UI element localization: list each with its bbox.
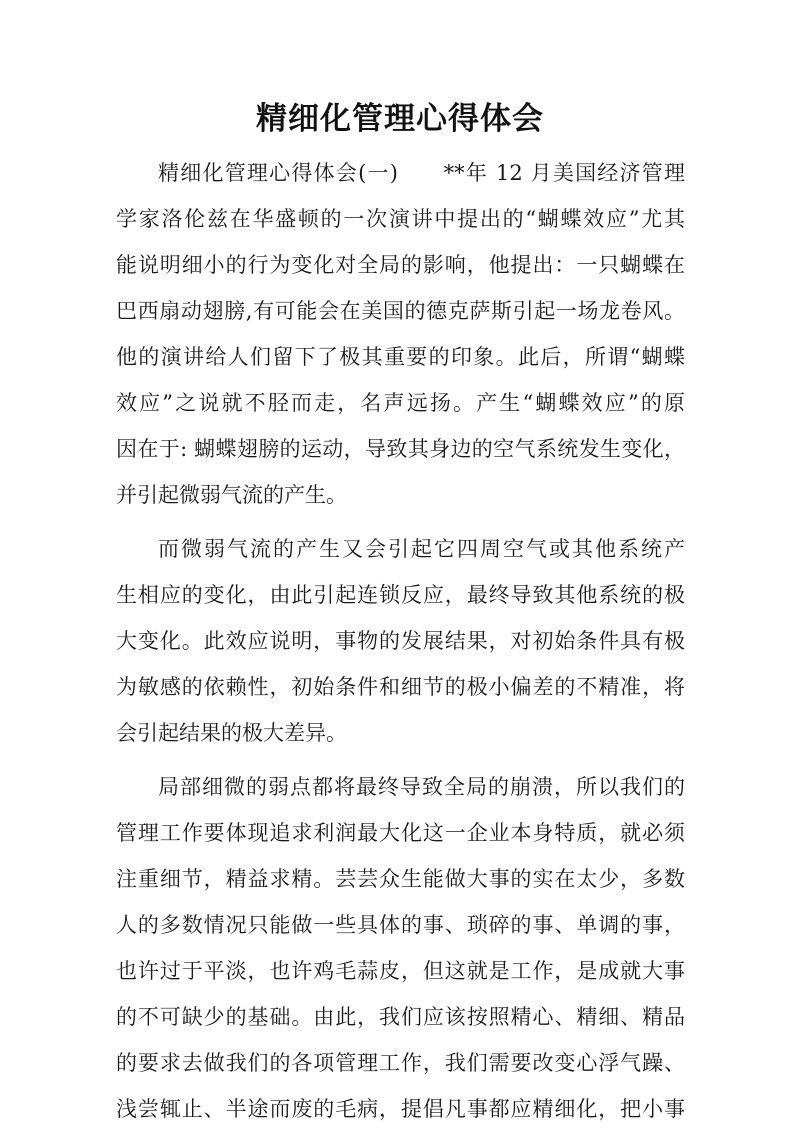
paragraph-line: 生相应的变化，由此引起连锁反应，最终导致其他系统的极 — [116, 583, 685, 607]
paragraph — [116, 526, 685, 756]
document-title: 精细化管理心得体会 — [256, 101, 544, 137]
paragraph-line: 的要求去做我们的各项管理工作，我们需要改变心浮气躁、 — [116, 1051, 685, 1075]
paragraph-line: 因在于: 蝴蝶翅膀的运动，导致其身边的空气系统发生变化， — [116, 437, 685, 461]
paragraph-line: 效应”之说就不胫而走，名声远扬。产生“蝴蝶效应”的原 — [116, 391, 685, 415]
paragraph-line: 而微弱气流的产生又会引起它四周空气或其他系统产 — [158, 537, 685, 561]
document-body — [116, 150, 685, 1132]
paragraph-gap — [116, 518, 685, 526]
paragraph — [116, 150, 685, 518]
paragraph-line: 并引起微弱气流的产生。 — [116, 483, 347, 507]
paragraph — [116, 764, 685, 1132]
paragraph-line: 巴西扇动翅膀,有可能会在美国的德克萨斯引起一场龙卷风。 — [116, 299, 685, 323]
paragraph-line: 为敏感的依赖性，初始条件和细节的极小偏差的不精准，将 — [116, 675, 685, 699]
paragraph-gap — [116, 756, 685, 764]
paragraph-line: 注重细节，精益求精。芸芸众生能做大事的实在太少，多数 — [116, 867, 685, 891]
paragraph-line: 精细化管理心得体会(一) **年 12 月美国经济管理 — [158, 161, 685, 185]
paragraph-line: 管理工作要体现追求利润最大化这一企业本身特质，就必须 — [116, 821, 685, 845]
paragraph-line: 人的多数情况只能做一些具体的事、琐碎的事、单调的事， — [116, 913, 685, 937]
paragraph-line: 的不可缺少的基础。由此，我们应该按照精心、精细、精品 — [116, 1005, 685, 1029]
paragraph-line: 学家洛伦兹在华盛顿的一次演讲中提出的“蝴蝶效应”尤其 — [116, 207, 685, 231]
paragraph-line: 他的演讲给人们留下了极其重要的印象。此后，所谓“蝴蝶 — [116, 345, 685, 369]
paragraph-line: 能说明细小的行为变化对全局的影响，他提出：一只蝴蝶在 — [116, 253, 685, 277]
paragraph-line: 大变化。此效应说明，事物的发展结果，对初始条件具有极 — [116, 629, 685, 653]
paragraph-line: 也许过于平淡，也许鸡毛蒜皮，但这就是工作，是成就大事 — [116, 959, 685, 983]
paragraph-line: 会引起结果的极大差异。 — [116, 721, 347, 745]
paragraph-line: 浅尝辄止、半途而废的毛病，提倡凡事都应精细化，把小事 — [116, 1097, 685, 1121]
paragraph-line: 局部细微的弱点都将最终导致全局的崩溃，所以我们的 — [158, 775, 685, 799]
